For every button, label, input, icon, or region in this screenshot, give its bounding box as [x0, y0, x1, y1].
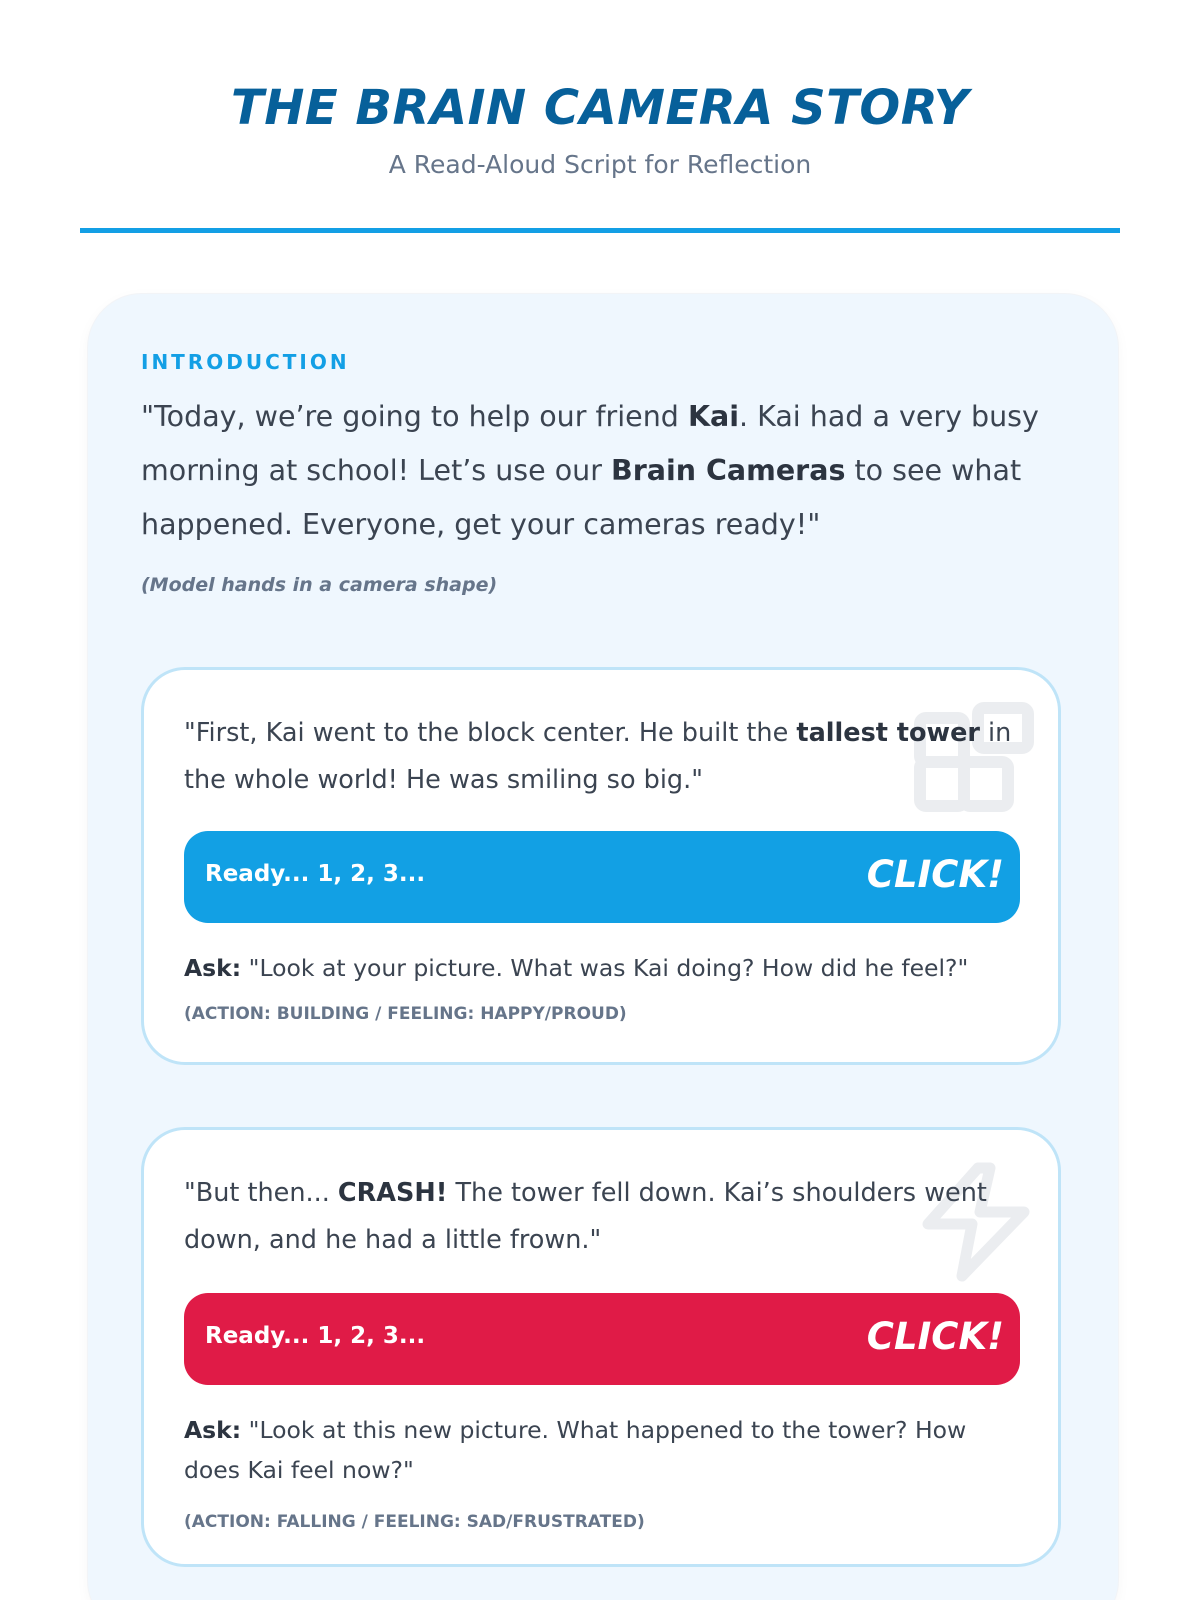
- intro-text-part: "Today, we’re going to help our friend: [141, 400, 688, 433]
- card-text-part: in the whole world! He was smiling so big.": [184, 718, 1012, 795]
- page-subtitle: A Read-Aloud Script for Reflection: [388, 150, 812, 179]
- card-text: [184, 1170, 1014, 1264]
- card-text-bold: tallest tower: [796, 718, 980, 748]
- card-text-part: "But then...: [184, 1178, 338, 1208]
- card-text-bold: CRASH!: [337, 1178, 448, 1208]
- ask-prompt: [184, 948, 1014, 988]
- ask-label: Ask:: [184, 1416, 242, 1444]
- intro-text-part: to see what happened. Everyone, get your cameras ready!": [141, 454, 1022, 541]
- click-bar: [184, 1293, 1020, 1385]
- answer-key: (ACTION: FALLING / FEELING: SAD/FRUSTRATED): [184, 1512, 645, 1532]
- answer-key: (ACTION: BUILDING / FEELING: HAPPY/PROUD): [184, 1004, 627, 1024]
- ready-countdown: Ready... 1, 2, 3...: [205, 861, 426, 887]
- ask-prompt: [184, 1410, 1014, 1490]
- intro-text-part: . Kai had a very busy morning at school! Let’s use our: [141, 400, 1039, 487]
- stage-direction: (Model hands in a camera shape): [141, 574, 498, 596]
- intro-text-bold: Kai: [687, 400, 740, 433]
- ask-label: Ask:: [184, 954, 242, 982]
- header: [0, 80, 1200, 179]
- intro-text: [141, 390, 1041, 552]
- card-text-part: "First, Kai went to the block center. He built the: [184, 718, 797, 748]
- page-title: THE BRAIN CAMERA STORY: [230, 80, 970, 136]
- ask-text: "Look at your picture. What was Kai doing? How did he feel?": [241, 954, 969, 982]
- story-card: [141, 1127, 1061, 1567]
- story-card: [141, 667, 1061, 1065]
- intro-label: INTRODUCTION: [141, 350, 350, 374]
- click-bar: [184, 831, 1020, 923]
- card-text-part: The tower fell down. Kai’s shoulders went down, and he had a little frown.": [184, 1178, 987, 1255]
- story-panel: [88, 294, 1118, 1600]
- intro-text-bold: Brain Cameras: [611, 454, 846, 487]
- card-text: [184, 710, 1014, 804]
- click-label: CLICK!: [866, 1315, 1004, 1358]
- ask-text: "Look at this new picture. What happened to the tower? How does Kai feel now?": [184, 1416, 967, 1484]
- ready-countdown: Ready... 1, 2, 3...: [205, 1323, 426, 1349]
- click-label: CLICK!: [866, 853, 1004, 896]
- header-divider: [80, 228, 1120, 233]
